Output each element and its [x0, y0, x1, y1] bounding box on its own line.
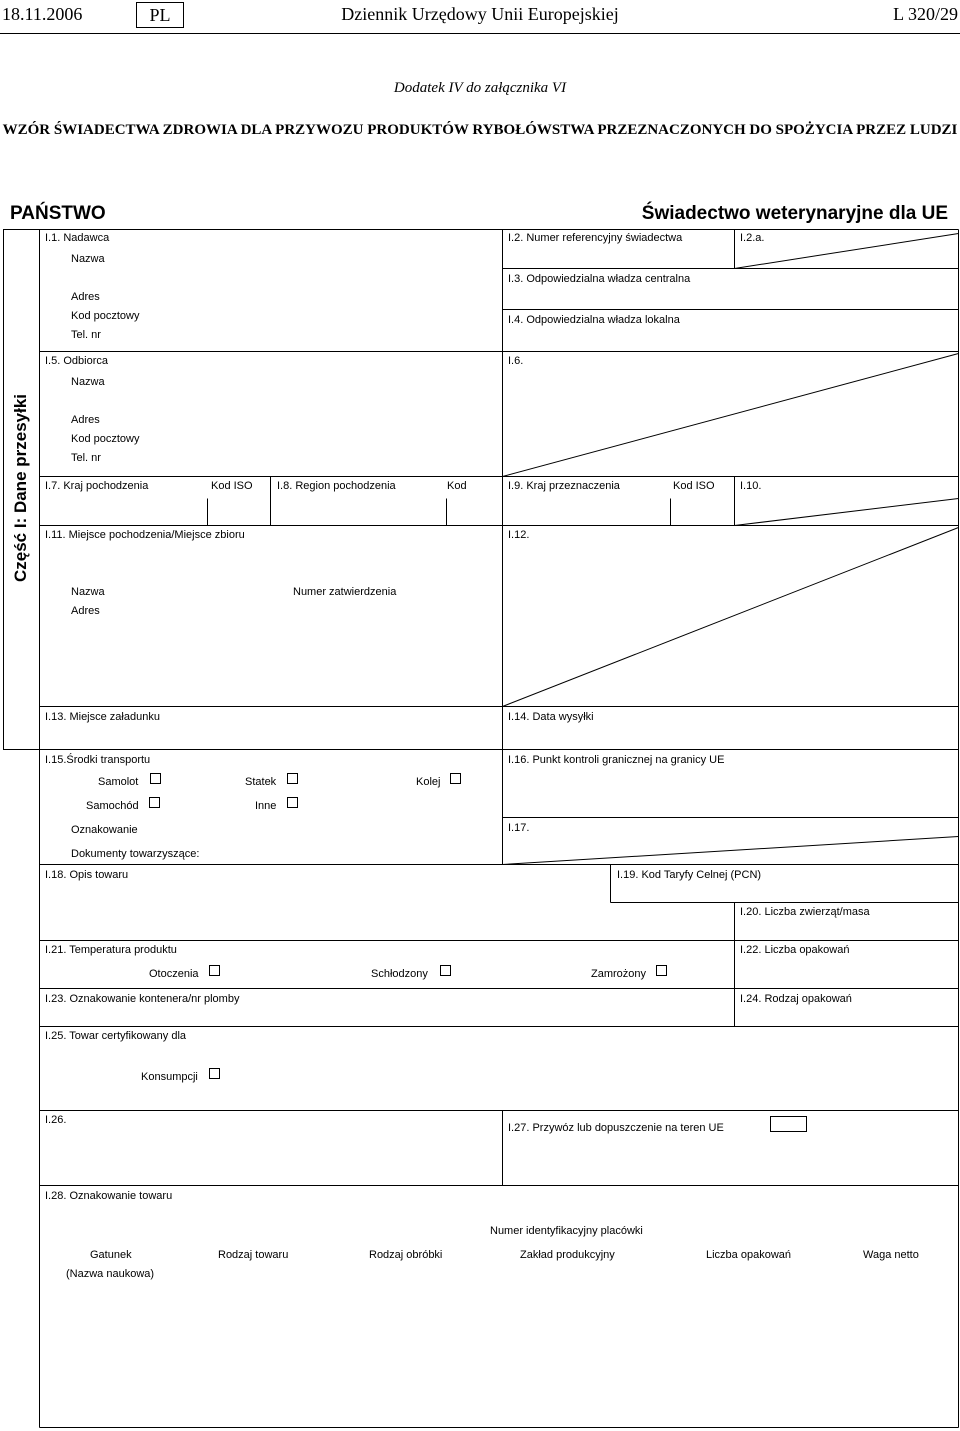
temperature-ambient-label: Otoczenia — [149, 968, 199, 980]
field-1-10: I.10. — [740, 480, 762, 492]
human-consumption-label: Konsumpcji — [141, 1071, 198, 1083]
cancelled-cell-diagonal — [503, 354, 959, 477]
column-treatment-type: Rodzaj obróbki — [369, 1249, 443, 1261]
field-border-inspection-post: I.16. Punkt kontroli granicznej na granicy UE — [508, 754, 725, 766]
field-1-6: I.6. — [508, 355, 524, 367]
field-commodities-certified-for: I.25. Towar certyfikowany dla — [45, 1030, 187, 1042]
destination-iso-code-label: Kod ISO — [673, 480, 715, 492]
accompanying-documents-label: Dokumenty towarzyszące: — [71, 848, 200, 860]
field-place-of-origin: I.11. Miejsce pochodzenia/Miejsce zbioru — [45, 529, 245, 541]
field-1-17: I.17. — [508, 822, 530, 834]
field-means-of-transport: I.15.Środki transportu — [45, 754, 151, 766]
consignor-address-label: Adres — [71, 291, 100, 303]
field-temperature-of-product: I.21. Temperatura produktu — [45, 944, 177, 956]
origin-place-name-label: Nazwa — [71, 586, 105, 598]
temperature-chilled-label: Schłodzony — [371, 968, 428, 980]
field-place-of-loading: I.13. Miejsce załadunku — [45, 711, 160, 723]
origin-place-address-label: Adres — [71, 605, 100, 617]
temperature-frozen-label: Zamrożony — [591, 968, 647, 980]
column-number-of-packages: Liczba opakowań — [706, 1249, 792, 1261]
approval-number-label: Numer zatwierdzenia — [293, 586, 397, 598]
consignor-tel-label: Tel. nr — [71, 329, 101, 341]
cancelled-cell-diagonal — [735, 499, 959, 526]
journal-title: Dziennik Urzędowy Unii Europejskiej — [341, 4, 619, 24]
field-country-of-destination: I.9. Kraj przeznaczenia — [508, 480, 620, 492]
transport-road-checkbox[interactable] — [149, 797, 160, 808]
language-code-box: PL — [136, 2, 184, 28]
region-code-label: Kod — [447, 480, 467, 492]
annex-heading: Dodatek IV do załącznika VI — [393, 80, 567, 96]
field-country-of-origin: I.7. Kraj pochodzenia — [45, 480, 149, 492]
consignor-name-label: Nazwa — [71, 253, 105, 265]
temperature-ambient-checkbox[interactable] — [209, 965, 220, 976]
certificate-title: Świadectwo weterynaryjne dla UE — [641, 203, 948, 224]
origin-iso-code-label: Kod ISO — [211, 480, 253, 492]
field-central-authority: I.3. Odpowiedzialna władza centralna — [508, 273, 691, 285]
import-entry-box — [771, 1117, 807, 1132]
transport-road-label: Samochód — [86, 800, 139, 812]
document-title: WZÓR ŚWIADECTWA ZDROWIA DLA PRZYWOZU PRODUKTÓW RYBOŁÓWSTWA PRZEZNACZONYCH DO SPOŻYCIA PRZEZ LUDZI — [2, 122, 958, 138]
field-local-authority: I.4. Odpowiedzialna władza lokalna — [508, 314, 680, 326]
field-1-26: I.26. — [45, 1114, 67, 1126]
column-species: Gatunek — [90, 1249, 132, 1261]
column-establishment-approval-number: Numer identyfikacyjny placówki — [490, 1225, 643, 1237]
consignee-address-label: Adres — [71, 414, 100, 426]
page-number: L 320/29 — [893, 4, 958, 24]
transport-ship-label: Statek — [245, 776, 277, 788]
field-quantity: I.20. Liczba zwierząt/masa — [740, 906, 870, 918]
field-certificate-reference: I.2. Numer referencyjny świadectwa — [508, 232, 683, 244]
field-type-of-packaging: I.24. Rodzaj opakowań — [740, 993, 852, 1005]
cancelled-cell-diagonal — [503, 837, 959, 865]
publication-date: 18.11.2006 — [2, 4, 83, 24]
field-date-of-departure: I.14. Data wysyłki — [508, 711, 594, 723]
field-number-of-packages: I.22. Liczba opakowań — [740, 944, 850, 956]
consignee-tel-label: Tel. nr — [71, 452, 101, 464]
part-one-label: Część I: Dane przesyłki — [11, 393, 30, 583]
consignor-postcode-label: Kod pocztowy — [71, 310, 140, 322]
transport-plane-checkbox[interactable] — [150, 773, 161, 784]
field-container-seal-number: I.23. Oznakowanie kontenera/nr plomby — [45, 993, 240, 1005]
human-consumption-checkbox[interactable] — [209, 1068, 220, 1079]
field-import-or-admission: I.27. Przywóz lub dopuszczenie na teren UE — [508, 1122, 724, 1134]
temperature-chilled-checkbox[interactable] — [440, 965, 451, 976]
transport-rail-label: Kolej — [416, 776, 441, 788]
transport-identification-label: Oznakowanie — [71, 824, 138, 836]
cancelled-cell-diagonal — [735, 234, 959, 269]
transport-other-label: Inne — [255, 800, 277, 812]
cancelled-cell-diagonal — [503, 528, 959, 707]
consignee-postcode-label: Kod pocztowy — [71, 433, 140, 445]
country-heading: PAŃSTWO — [10, 203, 106, 224]
field-region-of-origin: I.8. Region pochodzenia — [277, 480, 396, 492]
column-nature-of-commodity: Rodzaj towaru — [218, 1249, 289, 1261]
transport-other-checkbox[interactable] — [287, 797, 298, 808]
field-commodity-code: I.19. Kod Taryfy Celnej (PCN) — [617, 869, 762, 881]
field-consignee: I.5. Odbiorca — [45, 355, 108, 367]
column-scientific-name: (Nazwa naukowa) — [66, 1268, 155, 1280]
column-manufacturing-plant: Zakład produkcyjny — [520, 1249, 615, 1261]
consignee-name-label: Nazwa — [71, 376, 105, 388]
field-description-of-goods: I.18. Opis towaru — [45, 869, 129, 881]
field-certificate-reference-a: I.2.a. — [740, 232, 765, 244]
transport-ship-checkbox[interactable] — [287, 773, 298, 784]
field-1-12: I.12. — [508, 529, 530, 541]
transport-plane-label: Samolot — [98, 776, 139, 788]
temperature-frozen-checkbox[interactable] — [656, 965, 667, 976]
column-net-weight: Waga netto — [863, 1249, 919, 1261]
field-consignor: I.1. Nadawca — [45, 232, 110, 244]
transport-rail-checkbox[interactable] — [450, 773, 461, 784]
field-identification-of-commodities: I.28. Oznakowanie towaru — [45, 1190, 173, 1202]
